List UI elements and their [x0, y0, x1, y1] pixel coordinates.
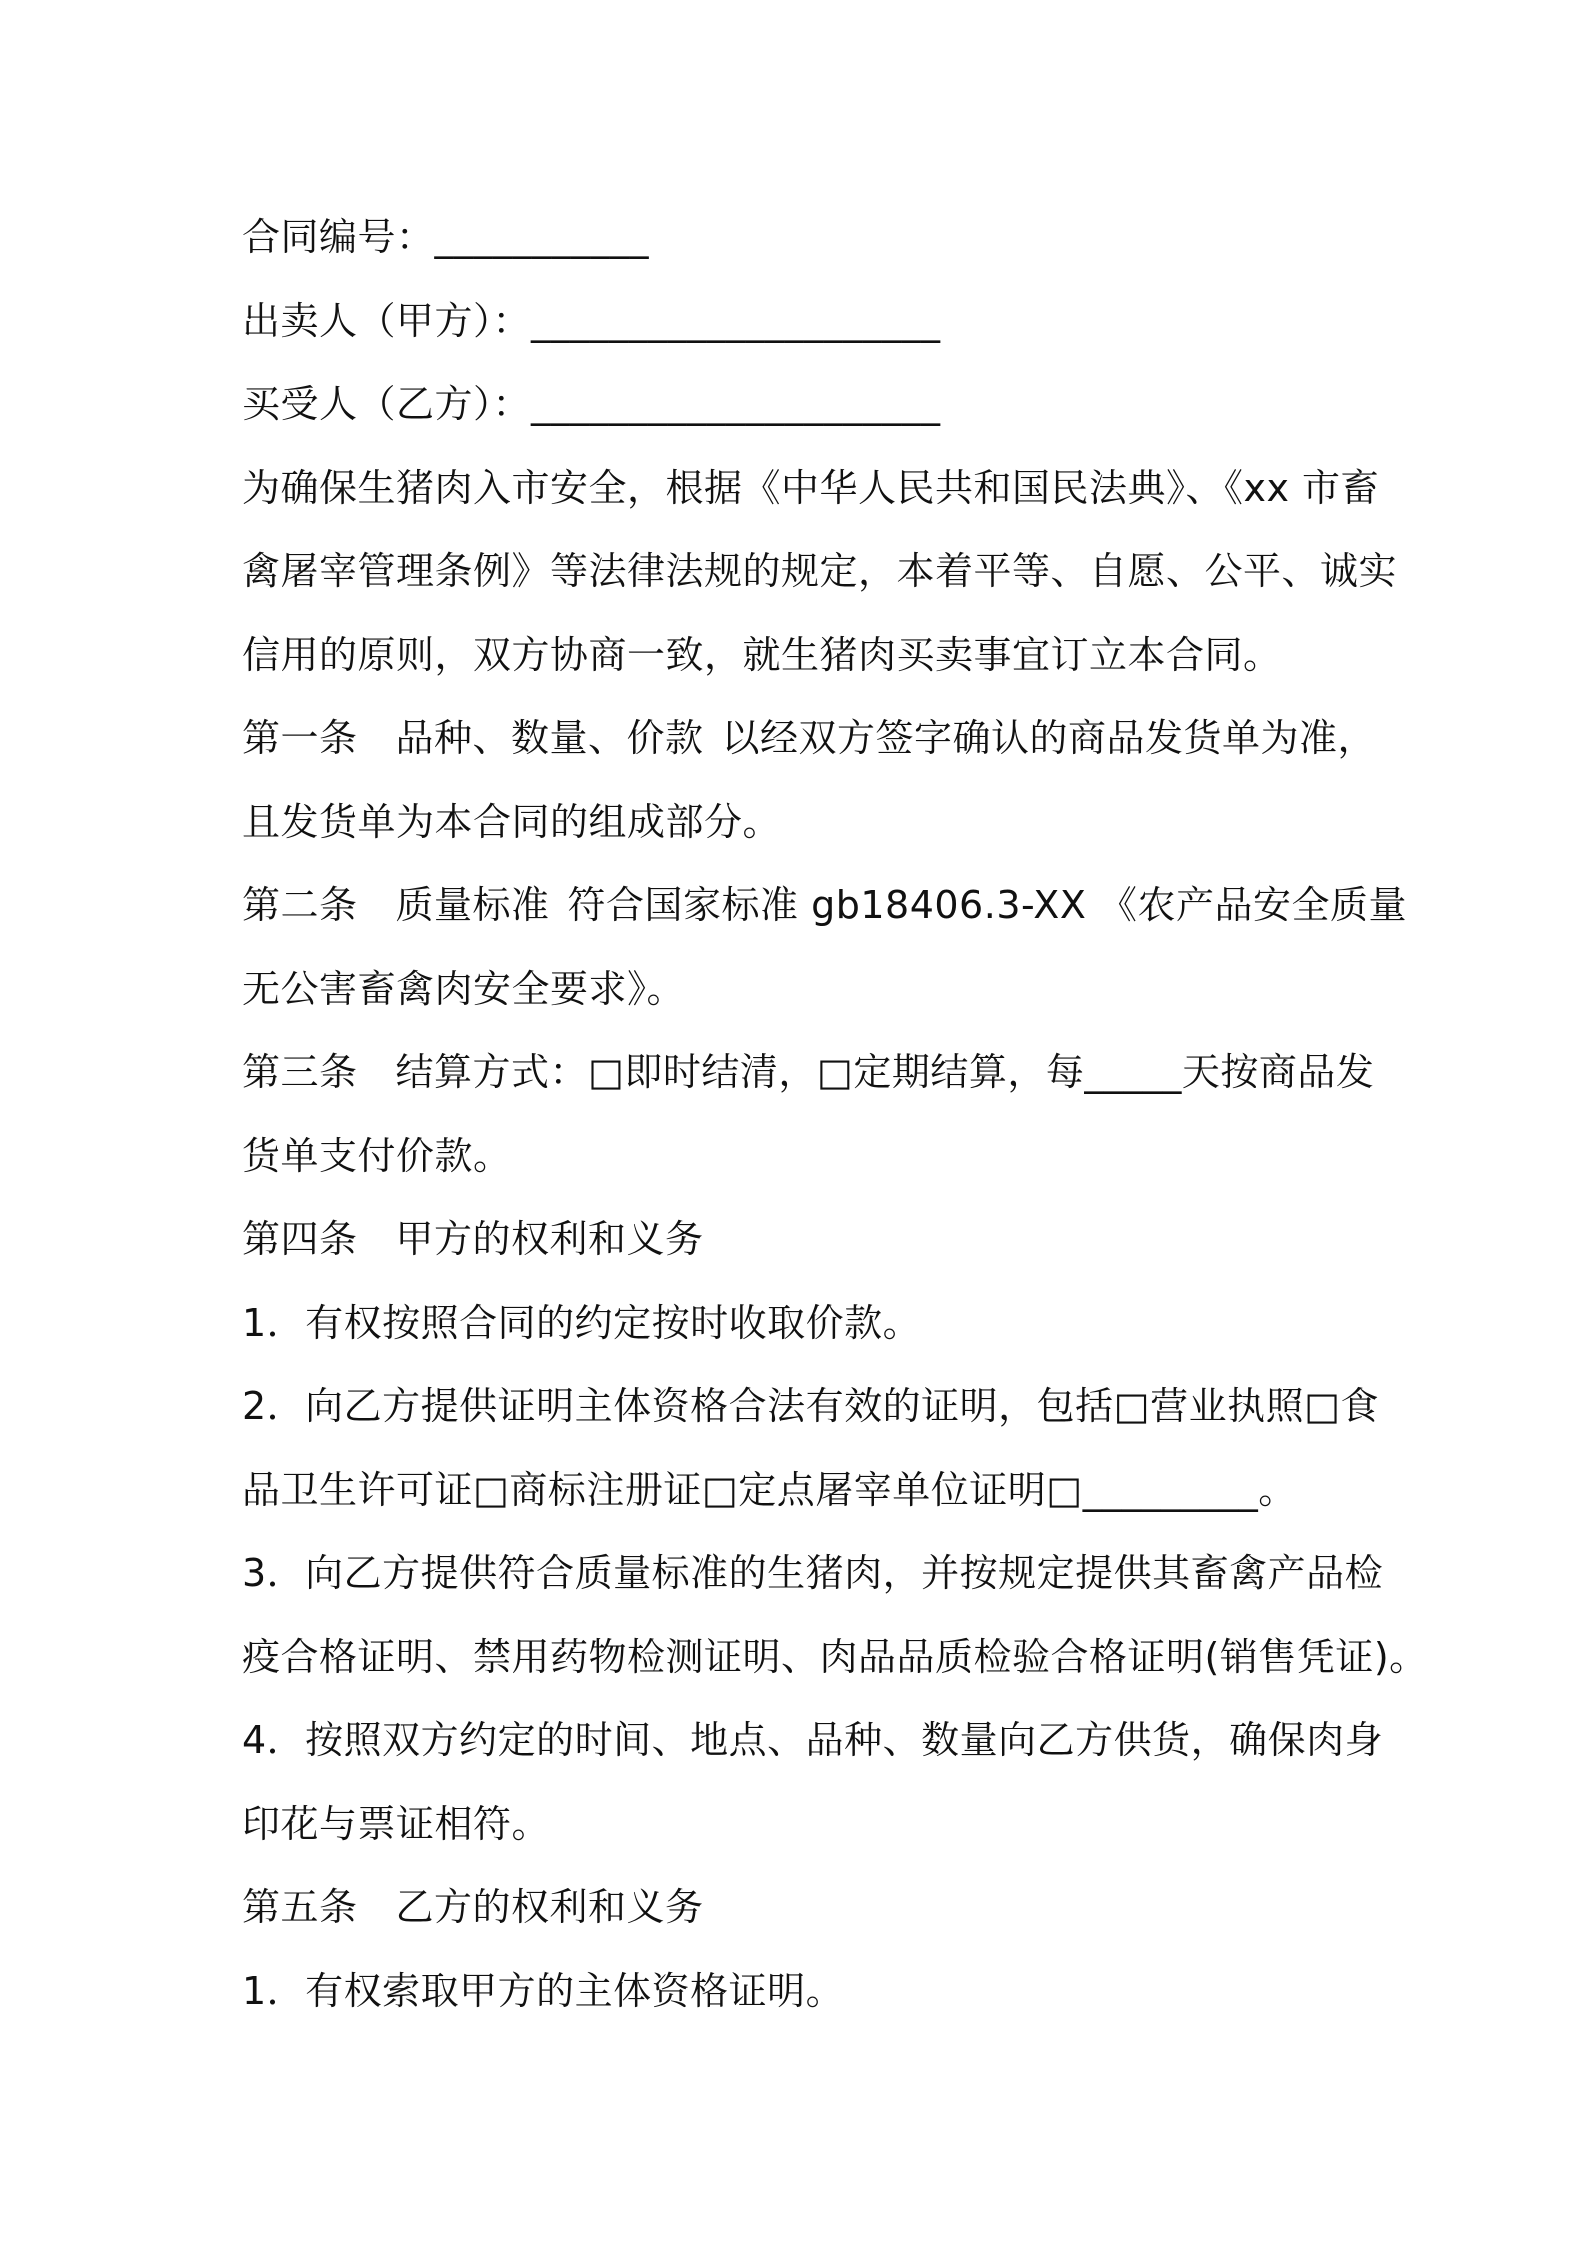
article-4-item-4-line-1: 4．按照双方约定的时间、地点、品种、数量向乙方供货，确保肉身 [242, 1718, 1384, 1762]
article-4-line-1 [242, 1198, 1362, 1282]
article-1-line-2: 且发货单为本合同的组成部分。 [242, 799, 782, 844]
article-2-title: 第二条 [242, 883, 358, 927]
article-4-item-1: 1．有权按照合同的约定按时收取价款。 [242, 1300, 922, 1345]
article-1-line-1 [242, 697, 1377, 781]
article-3-line-1 [242, 1031, 1375, 1115]
buyer-line: 买受人（乙方）：_____________________ [242, 382, 941, 426]
document-body [242, 196, 1428, 2033]
article-1-title: 第一条 [242, 716, 358, 760]
article-4-item-2-line-1: 2．向乙方提供证明主体资格合法有效的证明，包括□营业执照□食 [242, 1384, 1379, 1428]
article-1-heading: 品种、数量、价款 [395, 716, 704, 760]
contract-number-line: 合同编号：___________ [242, 215, 650, 259]
article-4-title: 第四条 [242, 1217, 358, 1261]
article-2-text: 符合国家标准 gb18406.3-XX 《农产品安全质量 [567, 883, 1407, 927]
intro-line-3: 信用的原则，双方协商一致，就生猪肉买卖事宜订立本合同。 [242, 632, 1282, 677]
seller-line: 出卖人（甲方）：_____________________ [242, 298, 941, 343]
article-5-line-1 [242, 1866, 1362, 1950]
article-1-text: 以经双方签字确认的商品发货单为准， [721, 716, 1377, 760]
article-4-item-2-line-2: 品卫生许可证□商标注册证□定点屠宰单位证明□_________。 [242, 1467, 1297, 1512]
article-3-title: 第三条 [242, 1050, 358, 1094]
article-4-item-3-line-1: 3．向乙方提供符合质量标准的生猪肉，并按规定提供其畜禽产品检 [242, 1551, 1384, 1595]
article-3-text: 结算方式：□即时结清，□定期结算，每_____天按商品发 [395, 1050, 1375, 1094]
article-5-heading: 乙方的权利和义务 [395, 1885, 704, 1929]
article-3-line-2: 货单支付价款。 [242, 1133, 512, 1178]
article-4-item-4-line-2: 印花与票证相符。 [242, 1801, 551, 1846]
article-5-item-1: 1．有权索取甲方的主体资格证明。 [242, 1968, 845, 2013]
article-4-item-3-line-2: 疫合格证明、禁用药物检测证明、肉品品质检验合格证明(销售凭证)。 [242, 1634, 1428, 1679]
article-2-heading: 质量标准 [395, 883, 550, 927]
article-4-heading: 甲方的权利和义务 [395, 1217, 704, 1261]
article-2-line-2: 无公害畜禽肉安全要求》。 [242, 966, 686, 1011]
article-5-title: 第五条 [242, 1885, 358, 1929]
intro-line-1: 为确保生猪肉入市安全，根据《中华人民共和国民法典》、《xx 市畜 [242, 465, 1380, 510]
article-2-line-1 [242, 864, 1407, 948]
intro-line-2: 禽屠宰管理条例》等法律法规的规定，本着平等、自愿、公平、诚实 [242, 549, 1398, 593]
